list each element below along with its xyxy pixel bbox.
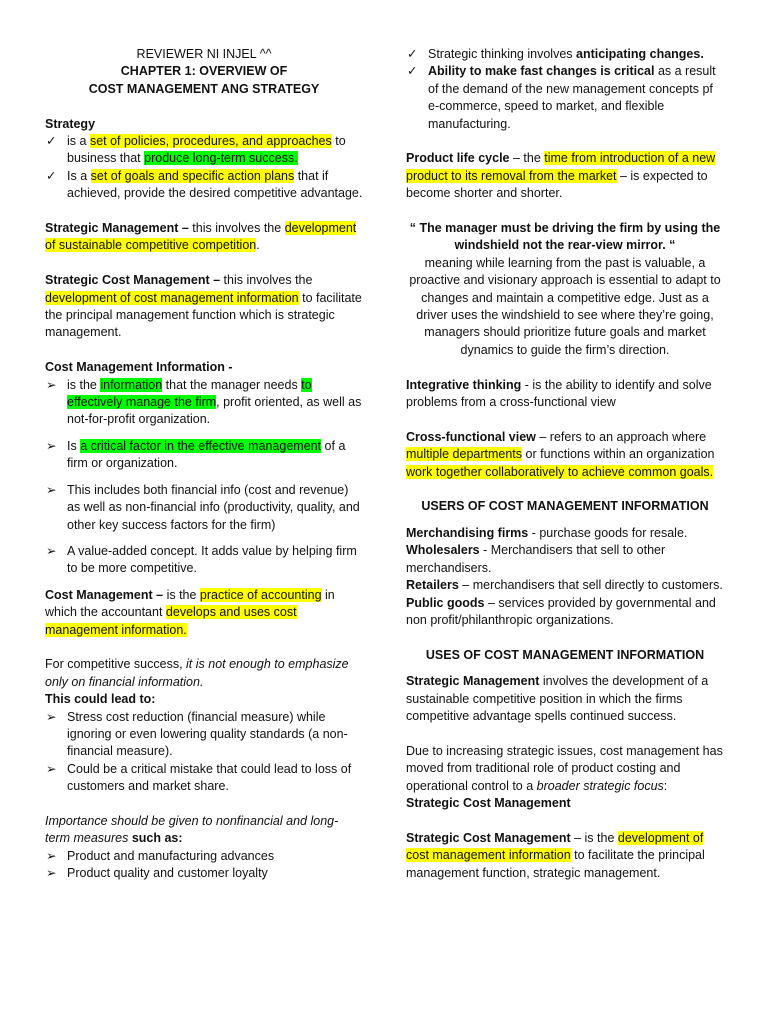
strategy-list [45,133,363,203]
cross-functional-paragraph: Cross-functional view – refers to an approach where multiple departments or functions within an organization work together collaboratively to achieve common goals. [406,429,715,479]
list-item: ✓ Ability to make fast changes is critical as a result of the demand of the new management concepts pf e-commerce, speed to market, and flexible manufacturing. [407,64,716,131]
users-item: Public goods – services provided by governmental and non profit/philanthropic organizations. [406,595,716,627]
right-column [406,46,724,882]
list-item: ➢ Product and manufacturing advances [45,848,363,865]
arrowhead-bullet-icon: ➢ [46,543,57,558]
users-item: Wholesalers - Merchandisers that sell to other merchandisers. [406,543,666,575]
strategy-heading: Strategy [45,116,96,131]
strategic-management-paragraph: Strategic Management – this involves the development of sustainable competitive competition. [45,221,357,253]
list-item: ➢ Product quality and customer loyalty [45,865,363,882]
list-item: ➢ is the information that the manager needs to effectively manage the firm, profit oriented, as well as not-for-profit organization. [46,377,362,427]
arrowhead-bullet-icon: ➢ [46,377,57,392]
quote-heading: “ The manager must be driving the firm by using the windshield not the rear-view mirror. “ [409,221,721,253]
list-item: ➢ This includes both financial info (cost and revenue) as well as non-financial info (productivity, quality, and other key success factors for the firm) [46,482,360,532]
list-item: ✓ Is a set of goals and specific action plans that if achieved, provide the desired competitive advantage. [46,168,363,201]
check-icon: ✓ [46,168,57,183]
integrative-thinking-paragraph: Integrative thinking - is the ability to identify and solve problems from a cross-functional view [406,377,712,410]
uses-due-paragraph: Due to increasing strategic issues, cost management has moved from traditional role of product costing and operational control to a broader strategic focus: [406,743,723,793]
list-item: ➢ Could be a critical mistake that could lead to loss of customers and market share. [46,761,352,794]
uses-scm-label: Strategic Cost Management [406,795,571,810]
left-column [45,46,363,883]
check-icon: ✓ [46,134,57,149]
cmi-list [45,377,363,578]
competitive-success-paragraph: For competitive success, it is not enough to emphasize only on financial information. [45,657,349,689]
risk-list [45,709,363,796]
users-heading: USERS OF COST MANAGEMENT INFORMATION [421,499,709,514]
reviewer-title: REVIEWER NI INJEL ^^ [136,47,272,61]
arrowhead-bullet-icon: ➢ [46,761,57,776]
list-item: ✓ is a set of policies, procedures, and approaches to business that produce long-term success. [46,134,346,166]
arrowhead-bullet-icon: ➢ [46,709,57,724]
arrowhead-bullet-icon: ➢ [46,848,57,863]
importance-paragraph: Importance should be given to nonfinancial and long-term measures such as: [45,813,339,846]
uses-scm-paragraph: Strategic Cost Management – is the development of cost management information to facilitate the principal management function, strategic management. [406,830,705,880]
cost-management-paragraph: Cost Management – is the practice of accounting in which the accountant develops and uses cost management information. [45,587,335,637]
cmi-heading: Cost Management Information - [45,360,233,375]
users-item: Merchandising firms - purchase goods for resale. [406,525,688,540]
measures-list [45,848,363,883]
arrowhead-bullet-icon: ➢ [46,482,57,497]
users-item: Retailers – merchandisers that sell directly to customers. [406,578,723,593]
strategic-thinking-list [406,46,724,133]
arrowhead-bullet-icon: ➢ [46,438,57,453]
uses-heading: USES OF COST MANAGEMENT INFORMATION [425,647,705,662]
check-icon: ✓ [407,64,418,79]
list-item: ➢ A value-added concept. It adds value by helping firm to be more competitive. [46,543,357,576]
list-item: ➢ Stress cost reduction (financial measure) while ignoring or even lowering quality standards (a non-financial measure). [46,709,348,759]
chapter-title: CHAPTER 1: OVERVIEW OF [120,64,288,79]
strategic-cost-management-paragraph: Strategic Cost Management – this involves the development of cost management information to facilitate the principal management function which is strategic management. [45,273,362,340]
chapter-subtitle: COST MANAGEMENT ANG STRATEGY [88,81,320,96]
check-icon: ✓ [407,47,418,61]
list-item: ➢ Is a critical factor in the effective management of a firm or organization. [46,438,346,471]
list-item: ✓ Strategic thinking involves anticipating changes. [406,46,724,63]
uses-strategic-management: Strategic Management involves the development of a sustainable competitive position in which the firms competitive advantage spells continued success. [406,674,709,723]
product-life-cycle-paragraph: Product life cycle – the time from introduction of a new product to its removal from the market – is expected to become shorter and shorter. [406,151,716,201]
could-lead-heading: This could lead to: [45,692,156,707]
arrowhead-bullet-icon: ➢ [46,866,57,881]
quote-explanation: meaning while learning from the past is valuable, a proactive and visionary approach is essential to adapt to changes and maintain a competitive edge. Just as a driver uses the windshield to see where they’re going, managers should prioritize future goals and market dynamics to guide the firm’s direction. [409,255,721,357]
